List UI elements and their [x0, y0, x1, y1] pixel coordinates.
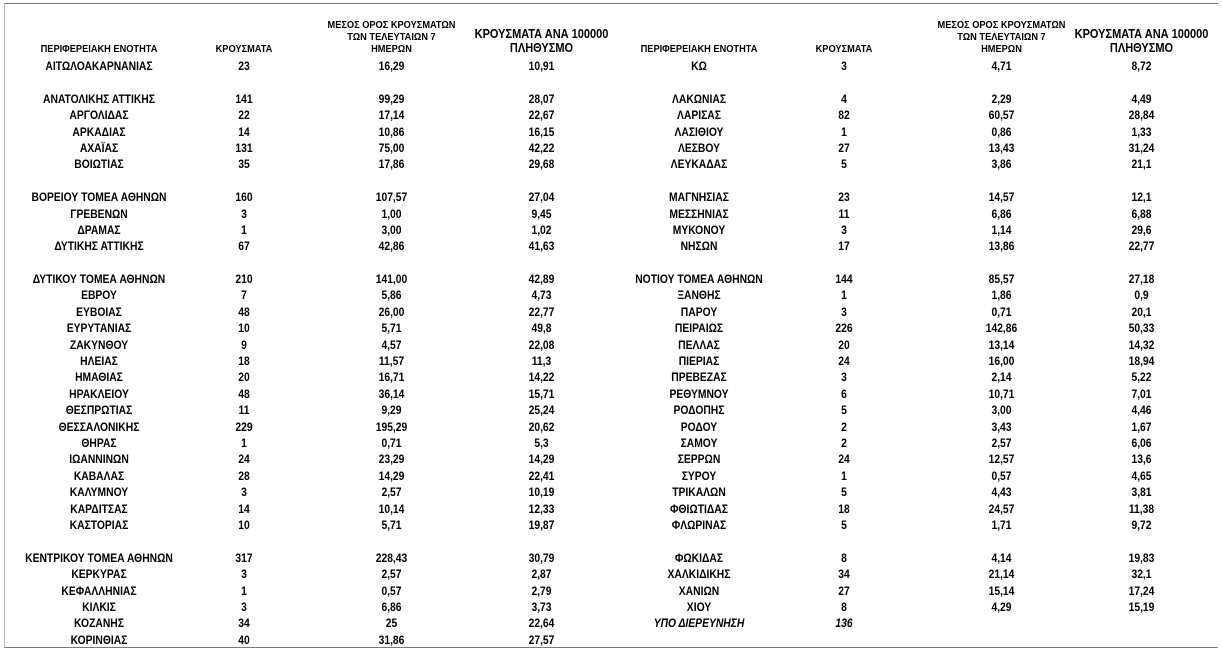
cell-avg-7-days: 99,29 — [378, 91, 405, 106]
cell-region: ΑΡΓΟΛΙΔΑΣ — [69, 108, 129, 123]
cell-avg-7-days: 14,29 — [378, 468, 405, 483]
cell-cases-per-100000: 22,77 — [1128, 239, 1155, 254]
cell-cases: 27 — [838, 140, 850, 155]
cell-cases: 2 — [841, 435, 847, 450]
cell-cases: 6 — [841, 386, 847, 401]
cell-cases-per-100000: 41,63 — [528, 239, 555, 254]
cell-cases-per-100000: 4,65 — [1131, 468, 1152, 483]
cell-region: ΚΑΣΤΟΡΙΑΣ — [69, 517, 129, 532]
cell-region: ΚΙΛΚΙΣ — [82, 599, 116, 614]
header-avg-7-days: ΜΕΣΟΣ ΟΡΟΣ ΚΡΟΥΣΜΑΤΩΝ ΤΩΝ ΤΕΛΕΥΤΑΙΩΝ 7 ΗΜΕΡΩΝ — [327, 19, 456, 55]
cell-region: ΘΕΣΠΡΩΤΙΑΣ — [65, 403, 133, 418]
cell-cases: 48 — [238, 386, 250, 401]
cell-cases: 20 — [838, 337, 850, 352]
cell-cases-per-100000: 42,89 — [528, 272, 555, 287]
cell-avg-7-days: 1,86 — [991, 288, 1012, 303]
cell-cases-per-100000: 7,01 — [1131, 386, 1152, 401]
cell-region: ΥΠΟ ΔΙΕΡΕΥΝΗΣΗ — [653, 616, 745, 631]
cell-cases: 18 — [838, 501, 850, 516]
cell-cases-per-100000: 14,29 — [528, 452, 555, 467]
header-cases-per-100000: ΚΡΟΥΣΜΑΤΑ ΑΝΑ 100000 ΠΛΗΘΥΣΜΟ — [474, 27, 609, 55]
cell-cases-per-100000: 50,33 — [1128, 321, 1155, 336]
cell-cases: 24 — [838, 452, 850, 467]
cell-avg-7-days: 13,43 — [988, 140, 1015, 155]
cell-cases: 3 — [241, 485, 247, 500]
cell-avg-7-days: 16,00 — [988, 354, 1015, 369]
cell-cases: 8 — [841, 550, 847, 565]
cell-region: ΚΩ — [691, 59, 707, 73]
cell-region: ΛΕΥΚΑΔΑΣ — [670, 157, 728, 172]
cell-cases-per-100000: 28,07 — [528, 91, 555, 106]
cell-region: ΧΑΛΚΙΔΙΚΗΣ — [667, 567, 731, 582]
cell-cases-per-100000: 22,64 — [528, 616, 555, 631]
cell-region: ΠΑΡΟΥ — [680, 304, 718, 319]
cell-avg-7-days: 4,29 — [991, 599, 1012, 614]
cell-cases-per-100000: 0,9 — [1134, 288, 1149, 303]
cell-cases: 5 — [841, 517, 847, 532]
cell-cases-per-100000: 42,22 — [528, 140, 555, 155]
cell-avg-7-days: 5,71 — [381, 321, 402, 336]
cell-avg-7-days: 4,43 — [991, 485, 1012, 500]
cell-region: ΗΜΑΘΙΑΣ — [75, 370, 123, 385]
cell-region: ΕΒΡΟΥ — [81, 288, 117, 303]
cell-avg-7-days: 3,43 — [991, 419, 1012, 434]
cell-cases: 24 — [838, 354, 850, 369]
cell-cases: 7 — [241, 288, 247, 303]
cell-cases: 23 — [238, 59, 250, 73]
cell-cases: 226 — [835, 321, 853, 336]
cell-region: ΕΥΡΥΤΑΝΙΑΣ — [66, 321, 132, 336]
cell-avg-7-days: 1,71 — [991, 517, 1012, 532]
cell-avg-7-days: 5,71 — [381, 517, 402, 532]
cell-region: ΑΝΑΤΟΛΙΚΗΣ ΑΤΤΙΚΗΣ — [43, 91, 155, 106]
cell-cases: 1 — [241, 583, 247, 598]
cell-avg-7-days: 4,14 — [991, 550, 1012, 565]
cell-region: ΚΕΦΑΛΛΗΝΙΑΣ — [61, 583, 137, 598]
cell-avg-7-days: 17,14 — [378, 108, 405, 123]
cell-region: ΦΛΩΡΙΝΑΣ — [671, 517, 727, 532]
cell-region: ΠΕΛΛΑΣ — [678, 337, 720, 352]
cell-cases-per-100000: 5,3 — [534, 435, 549, 450]
cell-cases: 1 — [841, 124, 847, 139]
cell-avg-7-days: 17,86 — [378, 157, 405, 172]
cell-cases: 229 — [235, 419, 253, 434]
cell-avg-7-days: 141,00 — [375, 272, 408, 287]
cell-region: ΚΑΡΔΙΤΣΑΣ — [70, 501, 128, 516]
cell-cases: 40 — [238, 632, 250, 647]
cell-cases-per-100000: 27,57 — [528, 632, 555, 647]
cell-cases-per-100000: 2,87 — [531, 567, 552, 582]
cell-cases-per-100000: 11,38 — [1128, 501, 1155, 516]
cell-cases: 2 — [841, 419, 847, 434]
cell-cases: 67 — [238, 239, 250, 254]
cell-region: ΝΟΤΙΟΥ ΤΟΜΕΑ ΑΘΗΝΩΝ — [635, 272, 763, 287]
cell-cases-per-100000: 9,45 — [531, 206, 552, 221]
cell-avg-7-days: 2,14 — [991, 370, 1012, 385]
cell-avg-7-days: 36,14 — [378, 386, 405, 401]
cell-cases: 17 — [838, 239, 850, 254]
cell-cases-per-100000: 28,84 — [1128, 108, 1155, 123]
cell-cases-per-100000: 10,19 — [528, 485, 555, 500]
cell-cases-per-100000: 19,83 — [1128, 550, 1155, 565]
cell-avg-7-days: 5,86 — [381, 288, 402, 303]
cell-region: ΜΑΓΝΗΣΙΑΣ — [669, 190, 729, 205]
cell-region: ΡΟΔΟΥ — [680, 419, 718, 434]
cell-cases: 317 — [235, 550, 253, 565]
cell-cases-per-100000: 12,1 — [1131, 190, 1152, 205]
cell-region: ΚΟΡΙΝΘΙΑΣ — [70, 632, 128, 647]
cell-cases: 82 — [838, 108, 850, 123]
cell-region: ΠΙΕΡΙΑΣ — [678, 354, 720, 369]
cell-cases: 27 — [838, 583, 850, 598]
cell-avg-7-days: 1,14 — [991, 222, 1012, 237]
cell-avg-7-days: 10,71 — [988, 386, 1015, 401]
cell-region: ΛΑΚΩΝΙΑΣ — [671, 91, 727, 106]
cell-region: ΗΛΕΙΑΣ — [80, 354, 118, 369]
cell-cases-per-100000: 25,24 — [528, 403, 555, 418]
cell-avg-7-days: 2,57 — [381, 567, 402, 582]
cell-cases-per-100000: 22,08 — [528, 337, 555, 352]
header-region: ΠΕΡΙΦΕΡΕΙΑΚΗ ΕΝΟΤΗΤΑ — [40, 43, 158, 55]
cell-region: ΑΙΤΩΛΟΑΚΑΡΝΑΝΙΑΣ — [45, 59, 153, 73]
cell-avg-7-days: 6,86 — [991, 206, 1012, 221]
cell-cases: 48 — [238, 304, 250, 319]
cell-cases-per-100000: 30,79 — [528, 550, 555, 565]
cell-cases-per-100000: 32,1 — [1131, 567, 1152, 582]
cell-region: ΡΕΘΥΜΝΟΥ — [669, 386, 729, 401]
cell-region: ΒΟΡΕΙΟΥ ΤΟΜΕΑ ΑΘΗΝΩΝ — [31, 190, 167, 205]
cell-cases: 34 — [238, 616, 250, 631]
cell-region: ΞΑΝΘΗΣ — [677, 288, 721, 303]
cell-cases-per-100000: 2,79 — [531, 583, 552, 598]
cell-region: ΛΕΣΒΟΥ — [677, 140, 721, 155]
cell-cases-per-100000: 4,46 — [1131, 403, 1152, 418]
cell-region: ΑΧΑΪΑΣ — [79, 140, 119, 155]
cell-cases: 23 — [838, 190, 850, 205]
cell-cases: 5 — [841, 157, 847, 172]
cell-cases-per-100000: 27,04 — [528, 190, 555, 205]
cell-cases: 3 — [841, 222, 847, 237]
cell-cases: 10 — [238, 517, 250, 532]
cell-cases: 10 — [238, 321, 250, 336]
cell-cases-per-100000: 11,3 — [531, 354, 552, 369]
cell-cases: 1 — [841, 288, 847, 303]
cell-avg-7-days: 9,29 — [381, 403, 402, 418]
cell-region: ΤΡΙΚΑΛΩΝ — [672, 485, 726, 500]
cell-cases: 5 — [841, 485, 847, 500]
cell-avg-7-days: 60,57 — [988, 108, 1015, 123]
cell-region: ΜΕΣΣΗΝΙΑΣ — [669, 206, 729, 221]
cell-cases-per-100000: 14,22 — [528, 370, 555, 385]
cell-avg-7-days: 21,14 — [988, 567, 1015, 582]
cell-cases: 160 — [235, 190, 253, 205]
cell-cases: 141 — [235, 91, 253, 106]
header-avg-7-days: ΜΕΣΟΣ ΟΡΟΣ ΚΡΟΥΣΜΑΤΩΝ ΤΩΝ ΤΕΛΕΥΤΑΙΩΝ 7 ΗΜΕΡΩΝ — [937, 19, 1066, 55]
cell-cases: 144 — [835, 272, 853, 287]
cell-avg-7-days: 24,57 — [988, 501, 1015, 516]
cell-region: ΑΡΚΑΔΙΑΣ — [72, 124, 126, 139]
cell-avg-7-days: 3,86 — [991, 157, 1012, 172]
cell-cases: 1 — [241, 222, 247, 237]
cell-cases: 136 — [835, 616, 853, 631]
cell-avg-7-days: 3,00 — [991, 403, 1012, 418]
cell-cases-per-100000: 5,22 — [1131, 370, 1152, 385]
cell-cases: 1 — [841, 468, 847, 483]
cell-cases-per-100000: 6,88 — [1131, 206, 1152, 221]
cell-region: ΚΟΖΑΝΗΣ — [74, 616, 124, 631]
cell-avg-7-days: 11,57 — [378, 354, 405, 369]
cell-region: ΖΑΚΥΝΘΟΥ — [69, 337, 129, 352]
cell-region: ΘΗΡΑΣ — [81, 435, 117, 450]
cell-cases-per-100000: 4,49 — [1131, 91, 1152, 106]
cell-cases: 4 — [841, 91, 847, 106]
cell-avg-7-days: 195,29 — [375, 419, 408, 434]
cell-region: ΘΕΣΣΑΛΟΝΙΚΗΣ — [58, 419, 140, 434]
cell-cases: 5 — [841, 403, 847, 418]
cell-cases-per-100000: 10,91 — [528, 59, 555, 73]
cell-avg-7-days: 0,57 — [381, 583, 402, 598]
cell-cases-per-100000: 4,73 — [531, 288, 552, 303]
cell-avg-7-days: 228,43 — [375, 550, 408, 565]
cell-region: ΠΡΕΒΕΖΑΣ — [671, 370, 727, 385]
cell-region: ΙΩΑΝΝΙΝΩΝ — [69, 452, 129, 467]
cell-avg-7-days: 10,86 — [378, 124, 405, 139]
cell-cases-per-100000: 49,8 — [531, 321, 552, 336]
cell-cases-per-100000: 6,06 — [1131, 435, 1152, 450]
cell-cases-per-100000: 22,67 — [528, 108, 555, 123]
cell-cases: 34 — [838, 567, 850, 582]
cell-region: ΧΙΟΥ — [686, 599, 712, 614]
cell-region: ΔΥΤΙΚΗΣ ΑΤΤΙΚΗΣ — [54, 239, 144, 254]
cell-cases: 3 — [241, 206, 247, 221]
cell-cases: 9 — [241, 337, 247, 352]
cell-cases-per-100000: 8,72 — [1131, 59, 1152, 73]
cell-cases-per-100000: 19,87 — [528, 517, 555, 532]
cell-cases-per-100000: 12,33 — [528, 501, 555, 516]
cell-avg-7-days: 16,29 — [378, 59, 405, 73]
cell-cases-per-100000: 18,94 — [1128, 354, 1155, 369]
cell-avg-7-days: 107,57 — [375, 190, 408, 205]
cell-region: ΣΥΡΟΥ — [681, 468, 717, 483]
cell-avg-7-days: 12,57 — [988, 452, 1015, 467]
cell-avg-7-days: 4,57 — [381, 337, 402, 352]
cell-cases: 18 — [238, 354, 250, 369]
cell-avg-7-days: 0,86 — [991, 124, 1012, 139]
cell-region: ΡΟΔΟΠΗΣ — [673, 403, 725, 418]
cell-region: ΒΟΙΩΤΙΑΣ — [74, 157, 124, 172]
cell-avg-7-days: 0,71 — [991, 304, 1012, 319]
cell-avg-7-days: 25 — [385, 616, 398, 631]
header-cases: ΚΡΟΥΣΜΑΤΑ — [215, 43, 273, 55]
cell-cases: 3 — [841, 59, 847, 73]
cell-region: ΚΕΝΤΡΙΚΟΥ ΤΟΜΕΑ ΑΘΗΝΩΝ — [25, 550, 173, 565]
cell-avg-7-days: 75,00 — [378, 140, 405, 155]
cell-region: ΚΑΛΥΜΝΟΥ — [69, 485, 129, 500]
cell-cases-per-100000: 27,18 — [1128, 272, 1155, 287]
cell-avg-7-days: 42,86 — [378, 239, 405, 254]
cell-avg-7-days: 6,86 — [381, 599, 402, 614]
cell-region: ΓΡΕΒΕΝΩΝ — [70, 206, 128, 221]
cell-cases: 20 — [238, 370, 250, 385]
cell-cases-per-100000: 1,67 — [1131, 419, 1152, 434]
cell-cases-per-100000: 22,77 — [528, 304, 555, 319]
cell-cases-per-100000: 15,19 — [1128, 599, 1155, 614]
cell-cases-per-100000: 20,62 — [528, 419, 555, 434]
cell-cases-per-100000: 17,24 — [1128, 583, 1155, 598]
cell-avg-7-days: 4,71 — [991, 59, 1012, 73]
cell-cases-per-100000: 20,1 — [1131, 304, 1152, 319]
cell-cases: 3 — [841, 370, 847, 385]
cell-avg-7-days: 13,14 — [988, 337, 1015, 352]
cell-region: ΛΑΣΙΘΙΟΥ — [674, 124, 724, 139]
cell-region: ΜΥΚΟΝΟΥ — [672, 222, 726, 237]
cell-avg-7-days: 14,57 — [988, 190, 1015, 205]
cell-cases-per-100000: 14,32 — [1128, 337, 1155, 352]
cell-region: ΝΗΣΩΝ — [680, 239, 718, 254]
cell-cases: 24 — [238, 452, 250, 467]
cell-cases-per-100000: 15,71 — [528, 386, 555, 401]
cell-region: ΦΘΙΩΤΙΔΑΣ — [670, 501, 728, 516]
cell-cases: 131 — [235, 140, 253, 155]
cell-cases: 22 — [238, 108, 250, 123]
cell-cases-per-100000: 13,6 — [1131, 452, 1152, 467]
cell-region: ΕΥΒΟΙΑΣ — [76, 304, 122, 319]
cell-cases-per-100000: 22,41 — [528, 468, 555, 483]
cell-region: ΣΕΡΡΩΝ — [677, 452, 721, 467]
cell-cases: 35 — [238, 157, 250, 172]
cell-avg-7-days: 16,71 — [378, 370, 405, 385]
cell-cases-per-100000: 16,15 — [528, 124, 555, 139]
cell-region: ΔΥΤΙΚΟΥ ΤΟΜΕΑ ΑΘΗΝΩΝ — [32, 272, 166, 287]
cell-cases: 28 — [238, 468, 250, 483]
cell-avg-7-days: 2,29 — [991, 91, 1012, 106]
cell-region: ΦΩΚΙΔΑΣ — [674, 550, 724, 565]
cell-avg-7-days: 3,00 — [381, 222, 402, 237]
cell-avg-7-days: 31,86 — [378, 632, 405, 647]
cell-cases: 1 — [241, 435, 247, 450]
cell-cases: 14 — [238, 501, 250, 516]
cell-region: ΣΑΜΟΥ — [680, 435, 718, 450]
cell-cases-per-100000: 1,33 — [1131, 124, 1152, 139]
cell-cases-per-100000: 9,72 — [1131, 517, 1152, 532]
cell-cases: 8 — [841, 599, 847, 614]
cell-cases-per-100000: 3,81 — [1131, 485, 1152, 500]
cell-avg-7-days: 13,86 — [988, 239, 1015, 254]
header-cases-per-100000: ΚΡΟΥΣΜΑΤΑ ΑΝΑ 100000 ΠΛΗΘΥΣΜΟ — [1074, 27, 1209, 55]
cell-avg-7-days: 0,57 — [991, 468, 1012, 483]
cell-region: ΛΑΡΙΣΑΣ — [677, 108, 721, 123]
cell-cases-per-100000: 31,24 — [1128, 140, 1155, 155]
cell-cases: 3 — [241, 567, 247, 582]
cell-avg-7-days: 10,14 — [378, 501, 405, 516]
cell-cases: 3 — [241, 599, 247, 614]
cell-region: ΔΡΑΜΑΣ — [77, 222, 121, 237]
cell-cases-per-100000: 1,02 — [531, 222, 552, 237]
cell-cases: 14 — [238, 124, 250, 139]
cell-avg-7-days: 0,71 — [381, 435, 402, 450]
cell-cases-per-100000: 21,1 — [1131, 157, 1152, 172]
cell-cases: 210 — [235, 272, 253, 287]
cell-avg-7-days: 85,57 — [988, 272, 1015, 287]
cell-avg-7-days: 23,29 — [378, 452, 405, 467]
cell-cases: 3 — [841, 304, 847, 319]
cell-region: ΚΕΡΚΥΡΑΣ — [71, 567, 127, 582]
cell-avg-7-days: 2,57 — [991, 435, 1012, 450]
cell-region: ΠΕΙΡΑΙΩΣ — [674, 321, 724, 336]
cell-cases-per-100000: 29,68 — [528, 157, 555, 172]
cell-region: ΚΑΒΑΛΑΣ — [73, 468, 125, 483]
header-cases: ΚΡΟΥΣΜΑΤΑ — [815, 43, 873, 55]
cell-region: ΧΑΝΙΩΝ — [678, 583, 720, 598]
header-region: ΠΕΡΙΦΕΡΕΙΑΚΗ ΕΝΟΤΗΤΑ — [640, 43, 758, 55]
cell-avg-7-days: 142,86 — [985, 321, 1018, 336]
cell-cases: 11 — [838, 206, 850, 221]
cell-avg-7-days: 26,00 — [378, 304, 405, 319]
cell-cases-per-100000: 3,73 — [531, 599, 552, 614]
cell-cases: 11 — [238, 403, 250, 418]
cell-avg-7-days: 15,14 — [988, 583, 1015, 598]
cell-avg-7-days: 1,00 — [381, 206, 402, 221]
cell-region: ΗΡΑΚΛΕΙΟΥ — [69, 386, 129, 401]
cell-avg-7-days: 2,57 — [381, 485, 402, 500]
cell-cases-per-100000: 29,6 — [1131, 222, 1152, 237]
